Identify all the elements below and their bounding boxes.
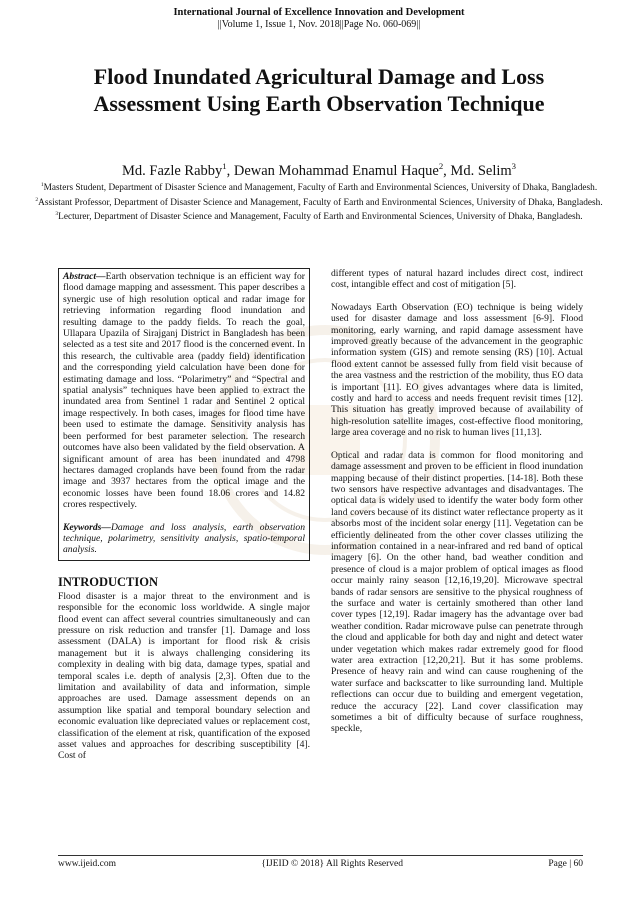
affiliation [30, 195, 608, 210]
affiliations [30, 180, 608, 224]
abstract-text: Earth observation technique is an efficient way for flood damage mapping and assessment. This paper describes a synergic use of high resolution optical and radar image for retrieving information regarding flood inundation and resulting damage to the paddy fields. To reach the goal, Ullapara Upazila of Sirajganj District in Bangladesh has been selected as a test site and 2017 flood is the concerned event. In this research, the cultivable area (paddy field) identification and the corresponding yield calculation have been done for estimating damage and loss. “Polarimetry” and “Spectral and spatial analysis” techniques have been applied to extract the inundated area from Sentinel 1 radar and Sentinel 2 optical image respectively. In both cases, images for flood time have been used to estimate the damage. Sensitivity analysis has been performed for best parameter selection. The research outcomes have also been validated by the field observation. A significant amount of area has been inundated and 4798 hectares damaged croplands have been found from the radar image and 3937 hectares from the optical image and the economic losses have been found 18.06 crores and 14.82 crores respectively. [63, 271, 305, 511]
affil-mark: 1 [40, 182, 44, 188]
right-column [331, 268, 583, 746]
affil-text: Assistant Professor, Department of Disaster Science and Management, Faculty of Earth and Environmental Sciences, University of Dhaka, Bangladesh. [38, 197, 603, 208]
keywords-text: Damage and loss analysis, earth observation technique, polarimetry, sensitivity analysis, spatio-temporal analysis. [63, 521, 305, 556]
body-paragraph: Nowadays Earth Observation (EO) technique is being widely used for disaster damage and loss assessment [6-9]. Flood monitoring, early warning, and rapid damage assessment have improved greatly because of the advancement in the geographic information system (GIS) and remote sensing (RS) [10]. Actual flood extent cannot be assessed fully from field visit because of the area vastness and the restriction of the mobility, thus EO data is important [11]. EO gives advantages where data is limited, costly and hard to access and needs frequent revisit times [12]. This situation has greatly improved because of availability of high-resolution satellite images, cost-effective flood monitoring, large area coverage and no risk to human lives [11,13]. [331, 301, 583, 439]
journal-issue: ||Volume 1, Issue 1, Nov. 2018||Page No. 060-069|| [217, 19, 421, 30]
affil-mark: 3 [55, 211, 59, 217]
affil-text: Lecturer, Department of Disaster Science and Management, Faculty of Earth and Environmental Sciences, University of Dhaka, Bangladesh. [58, 212, 583, 223]
intro-paragraph: Flood disaster is a major threat to the environment and is responsible for the economic loss worldwide. A single major flood event can affect several countries simultaneously and can pressure on risk reduction and transfer [1]. Damage and loss assessment (DALA) is important for flood risk & crisis management but it is always challenging considering its complexity in dealing with big data, damage types, spatial and temporal scales i.e. depth of analysis [2,3]. Often due to the limitation and availability of data and information, simple approaches are used. Damage assessment depends on an assumption like spatial and temporal boundary selection and economic evaluation like depreciated values or replacement cost, classification of the element at risk, quantification of the exposed asset values and approaches for describing susceptibility [4]. Cost of [58, 590, 310, 762]
author-separator: , [443, 162, 451, 179]
author-affil-mark: 3 [511, 161, 516, 171]
paper-title: Flood Inundated Agricultural Damage and Loss Assessment Using Earth Observation Technique [93, 64, 545, 116]
keywords [63, 522, 305, 556]
abstract-label: Abstract— [63, 271, 106, 282]
body-paragraph: Optical and radar data is common for flood monitoring and damage assessment and proven to be efficient in flood inundation mapping because of their distinct properties. [14-18]. Both these two sensors have respective advantages and disadvantages. The optical data is widely used to identify the water body form other land covers because of its distinct water reflectance property as it absorbs most of the incident solar energy [11]. Vegetation can be efficiently delineated from the other cover classes utilizing the information contained in a near-infrared and red band of optical imagery [6]. On the other hand, bad weather condition and presence of cloud is a major problem of optical images as flood occur mainly rainy season [12,16,19,20]. Microwave spectral bands of radar sensors are sensitive to the physical roughness of the surface and water is certainly smothered than other land cover types [12,19]. Radar imagery has the advantage over bad weather condition. Radar microwave pulse can penetrate through the cloud and applicable for both day and night and detect water under vegetation which makes radar extremely good for flood water area extraction [12,20,21]. But it has some problems. Presence of heavy rain and wind can cause roughening of the water surface and backscatter to like surrounding land. Multiple reflections can occur due to building and emergent vegetation, reduce the accuracy [22]. Land cover classification may sometimes a bit of difficulty because of surface roughness, speckle, [331, 449, 583, 735]
abstract [63, 271, 305, 511]
body-paragraph: different types of natural hazard includes direct cost, indirect cost, intangible effect and cost of mitigation [5]. [331, 268, 583, 291]
author-name: Dewan Mohammad Enamul Haque [233, 162, 439, 179]
page-footer [58, 855, 583, 869]
affiliation [30, 180, 608, 195]
affil-text: Masters Student, Department of Disaster Science and Management, Faculty of Earth and Environmental Sciences, University of Dhaka, Bangladesh. [43, 183, 598, 194]
affil-mark: 2 [35, 196, 39, 203]
author-affil-mark: 1 [222, 161, 227, 171]
section-heading-introduction: INTRODUCTION [58, 574, 159, 589]
footer-copyright: {IJEID © 2018} All Rights Reserved [261, 859, 404, 869]
keywords-label: Keywords— [63, 521, 111, 533]
author-affil-mark: 2 [438, 161, 444, 171]
journal-name: International Journal of Excellence Innovation and Development [173, 7, 465, 18]
footer-page-number: Page | 60 [548, 859, 583, 869]
author-name: Md. Selim [450, 162, 512, 179]
author-separator: , [226, 162, 234, 179]
left-column [58, 268, 310, 762]
author-list [20, 157, 618, 180]
footer-website: www.ijeid.com [58, 859, 116, 869]
abstract-box [58, 268, 310, 561]
author-name: Md. Fazle Rabby [121, 162, 223, 179]
affiliation [30, 209, 608, 224]
journal-header [0, 6, 638, 31]
